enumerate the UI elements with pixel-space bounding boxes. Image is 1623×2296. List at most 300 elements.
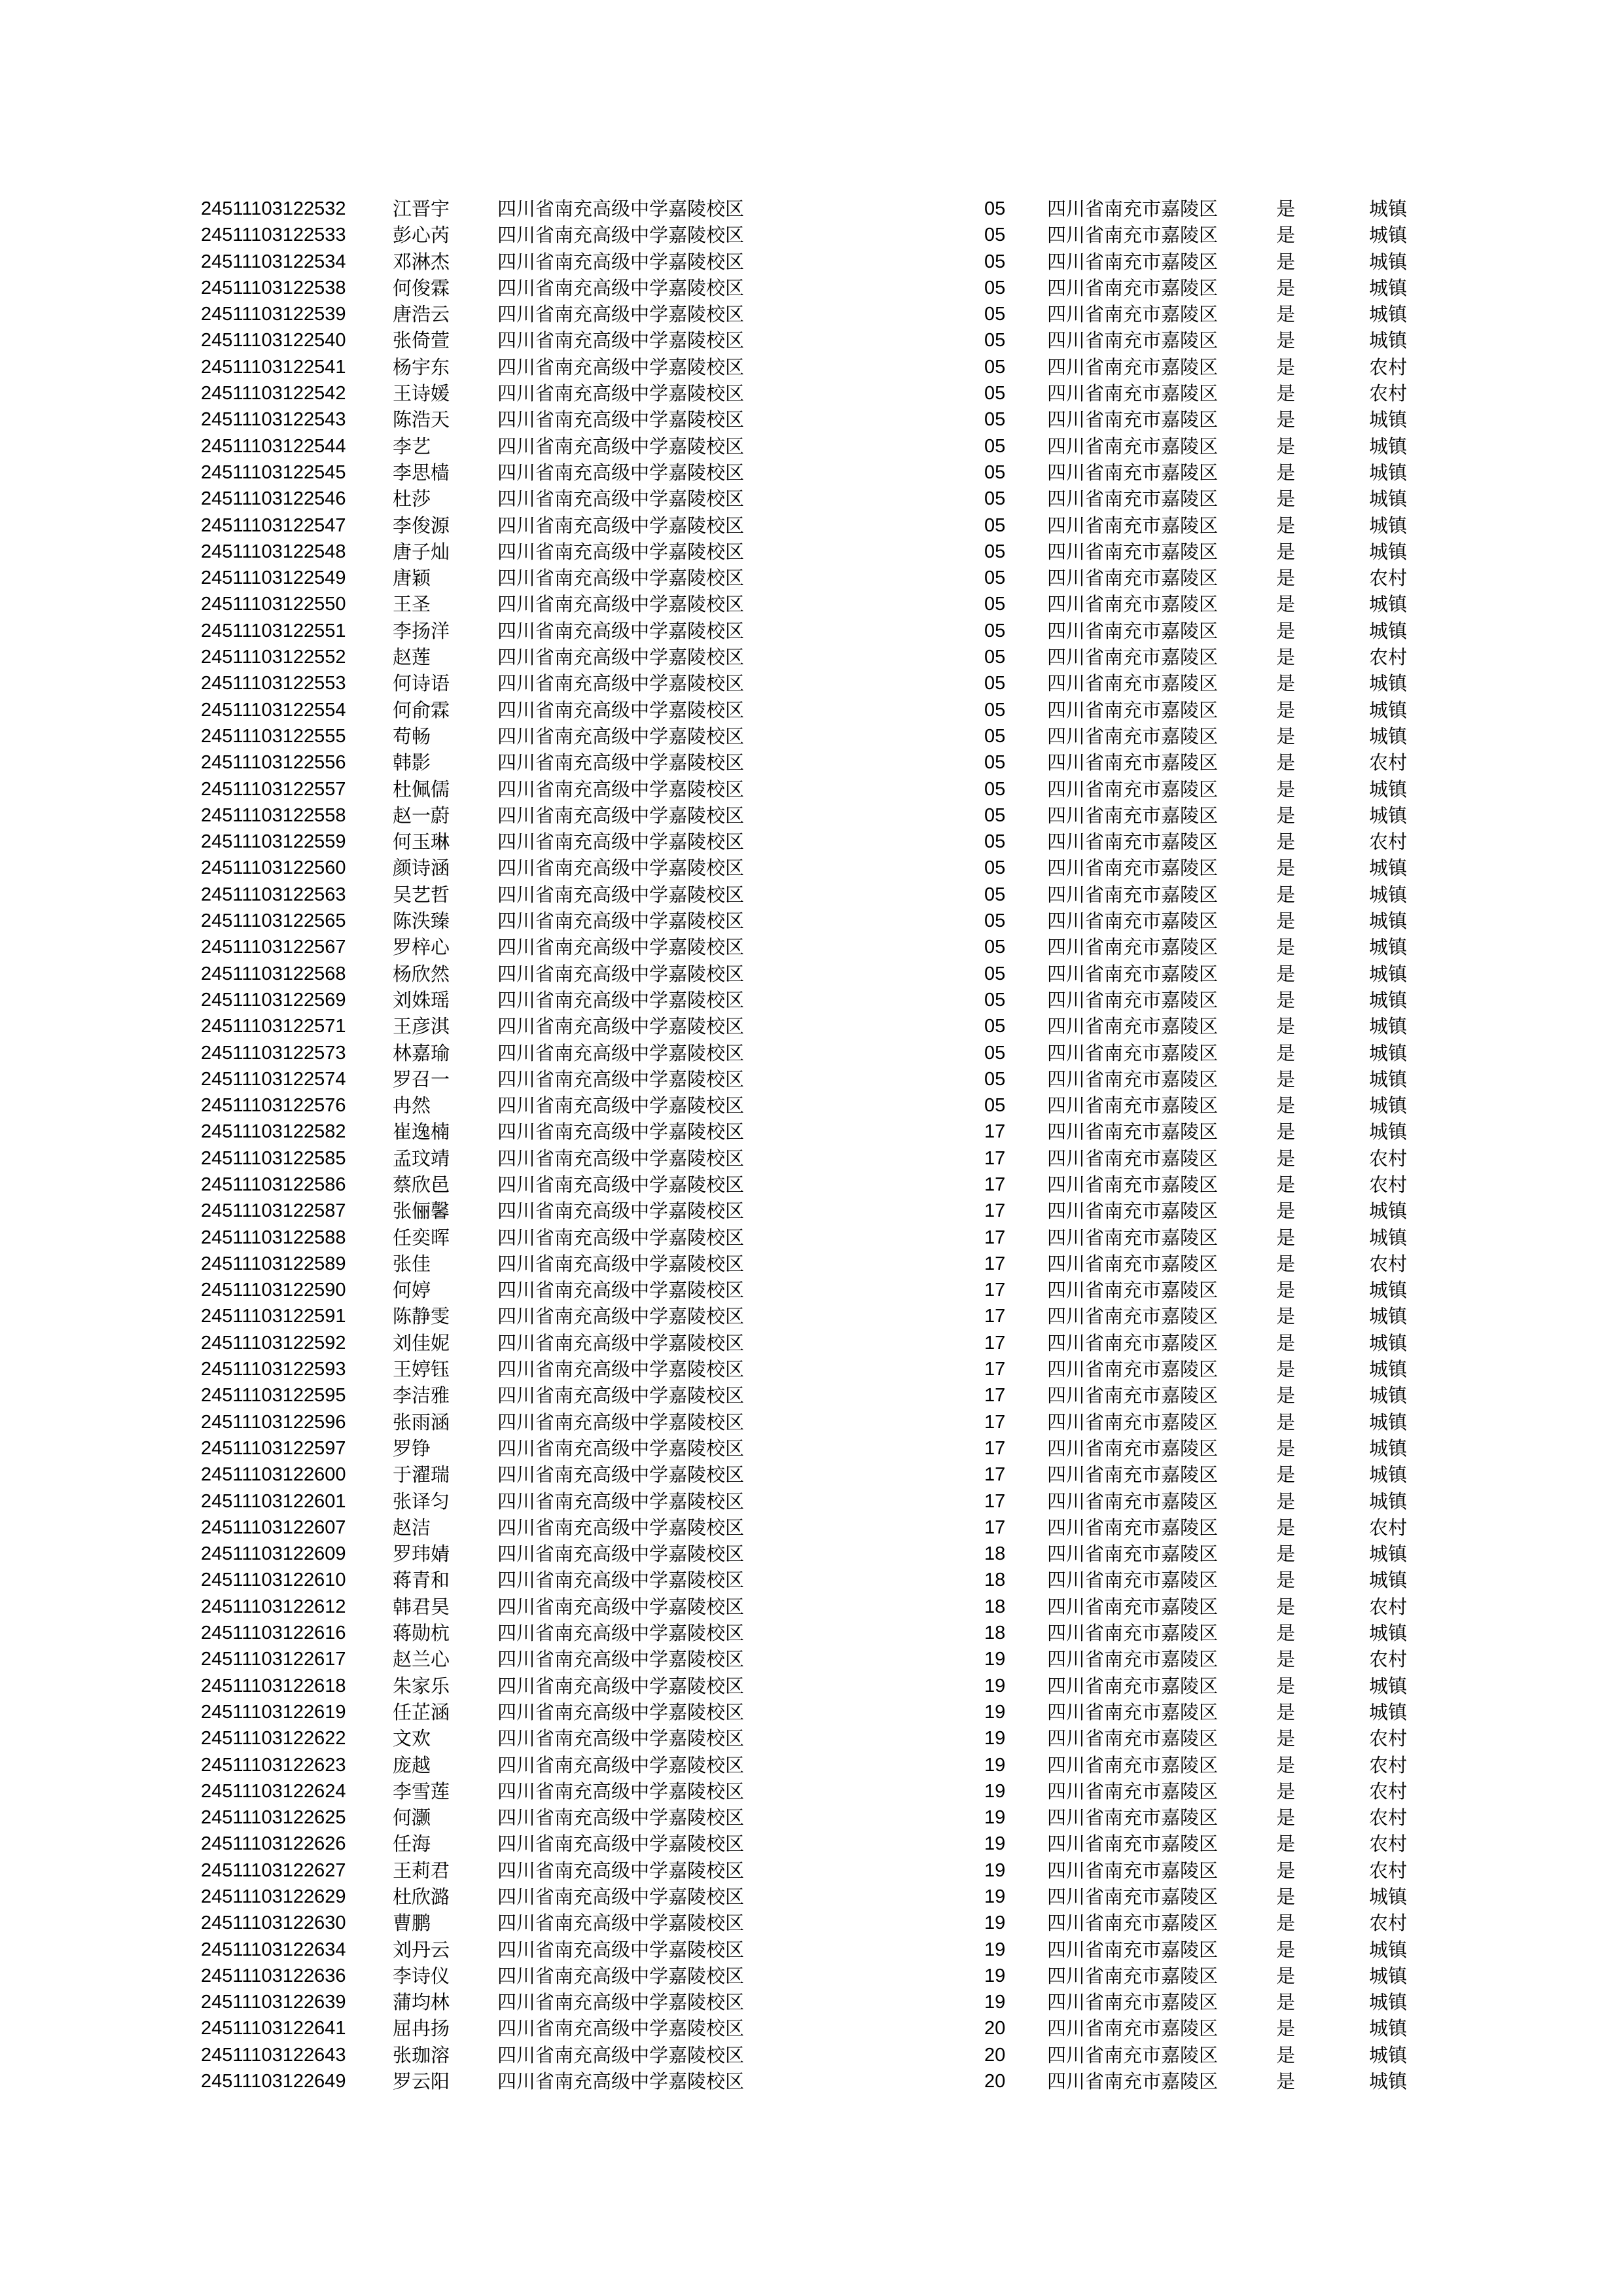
table-row bbox=[0, 1172, 1623, 1198]
student-name-cell: 颜诗涵 bbox=[393, 857, 450, 880]
student-name-cell: 何诗语 bbox=[393, 672, 450, 695]
student-name-cell: 李扬洋 bbox=[393, 619, 450, 642]
class-number-cell: 05 bbox=[984, 304, 1006, 325]
class-number-cell: 05 bbox=[984, 752, 1006, 774]
school-name-cell: 四川省南充高级中学嘉陵校区 bbox=[497, 488, 745, 511]
exam-number-cell: 24511103122612 bbox=[201, 1596, 346, 1617]
table-row bbox=[0, 1804, 1623, 1831]
school-name-cell: 四川省南充高级中学嘉陵校区 bbox=[497, 1912, 745, 1935]
eligibility-flag-cell: 是 bbox=[1276, 831, 1296, 853]
table-row bbox=[0, 1119, 1623, 1145]
school-name-cell: 四川省南充高级中学嘉陵校区 bbox=[497, 857, 745, 880]
residence-type-cell: 农村 bbox=[1369, 1727, 1408, 1750]
exam-number-cell: 24511103122567 bbox=[201, 937, 346, 958]
residence-type-cell: 城镇 bbox=[1369, 1226, 1408, 1249]
exam-number-cell: 24511103122541 bbox=[201, 356, 346, 378]
region-cell: 四川省南充市嘉陵区 bbox=[1047, 1727, 1219, 1750]
student-name-cell: 李洁雅 bbox=[393, 1384, 450, 1407]
student-name-cell: 蔡欣邑 bbox=[393, 1173, 450, 1196]
exam-number-cell: 24511103122553 bbox=[201, 673, 346, 694]
class-number-cell: 05 bbox=[984, 725, 1006, 747]
eligibility-flag-cell: 是 bbox=[1276, 1833, 1296, 1856]
eligibility-flag-cell: 是 bbox=[1276, 1041, 1296, 1064]
table-row bbox=[0, 1594, 1623, 1620]
table-row bbox=[0, 1989, 1623, 2015]
school-name-cell: 四川省南充高级中学嘉陵校区 bbox=[497, 1595, 745, 1618]
region-cell: 四川省南充市嘉陵区 bbox=[1047, 1200, 1219, 1223]
table-row bbox=[0, 354, 1623, 380]
table-row bbox=[0, 275, 1623, 301]
student-list-table bbox=[0, 196, 1623, 2094]
region-cell: 四川省南充市嘉陵区 bbox=[1047, 1226, 1219, 1249]
class-number-cell: 19 bbox=[984, 1649, 1006, 1670]
residence-type-cell: 农村 bbox=[1369, 1833, 1408, 1856]
exam-number-cell: 24511103122576 bbox=[201, 1095, 346, 1117]
exam-number-cell: 24511103122560 bbox=[201, 857, 346, 879]
exam-number-cell: 24511103122610 bbox=[201, 1570, 346, 1591]
residence-type-cell: 城镇 bbox=[1369, 962, 1408, 985]
school-name-cell: 四川省南充高级中学嘉陵校区 bbox=[497, 2043, 745, 2066]
table-row bbox=[0, 1910, 1623, 1936]
student-name-cell: 江晋宇 bbox=[393, 198, 450, 220]
table-row bbox=[0, 1225, 1623, 1251]
table-row bbox=[0, 433, 1623, 459]
student-name-cell: 杜莎 bbox=[393, 488, 431, 511]
exam-number-cell: 24511103122571 bbox=[201, 1016, 346, 1037]
school-name-cell: 四川省南充高级中学嘉陵校区 bbox=[497, 619, 745, 642]
class-number-cell: 20 bbox=[984, 2044, 1006, 2066]
region-cell: 四川省南充市嘉陵区 bbox=[1047, 1674, 1219, 1697]
table-row bbox=[0, 301, 1623, 327]
eligibility-flag-cell: 是 bbox=[1276, 2070, 1296, 2093]
eligibility-flag-cell: 是 bbox=[1276, 461, 1296, 484]
exam-number-cell: 24511103122619 bbox=[201, 1701, 346, 1723]
exam-number-cell: 24511103122548 bbox=[201, 541, 346, 562]
eligibility-flag-cell: 是 bbox=[1276, 988, 1296, 1011]
eligibility-flag-cell: 是 bbox=[1276, 1516, 1296, 1539]
eligibility-flag-cell: 是 bbox=[1276, 1437, 1296, 1460]
eligibility-flag-cell: 是 bbox=[1276, 2017, 1296, 2040]
table-row bbox=[0, 196, 1623, 222]
student-name-cell: 罗梓心 bbox=[393, 936, 450, 959]
exam-number-cell: 24511103122607 bbox=[201, 1516, 346, 1538]
student-name-cell: 杨宇东 bbox=[393, 355, 450, 378]
school-name-cell: 四川省南充高级中学嘉陵校区 bbox=[497, 198, 745, 220]
residence-type-cell: 城镇 bbox=[1369, 593, 1408, 616]
school-name-cell: 四川省南充高级中学嘉陵校区 bbox=[497, 224, 745, 247]
residence-type-cell: 城镇 bbox=[1369, 1622, 1408, 1645]
table-row bbox=[0, 1382, 1623, 1408]
student-name-cell: 韩君昊 bbox=[393, 1595, 450, 1618]
table-row bbox=[0, 380, 1623, 406]
region-cell: 四川省南充市嘉陵区 bbox=[1047, 2070, 1219, 2093]
region-cell: 四川省南充市嘉陵区 bbox=[1047, 1886, 1219, 1908]
eligibility-flag-cell: 是 bbox=[1276, 1543, 1296, 1566]
eligibility-flag-cell: 是 bbox=[1276, 698, 1296, 721]
school-name-cell: 四川省南充高级中学嘉陵校区 bbox=[497, 2070, 745, 2093]
region-cell: 四川省南充市嘉陵区 bbox=[1047, 1543, 1219, 1566]
eligibility-flag-cell: 是 bbox=[1276, 751, 1296, 774]
eligibility-flag-cell: 是 bbox=[1276, 1964, 1296, 1987]
school-name-cell: 四川省南充高级中学嘉陵校区 bbox=[497, 593, 745, 616]
region-cell: 四川省南充市嘉陵区 bbox=[1047, 857, 1219, 880]
student-name-cell: 蒋青和 bbox=[393, 1569, 450, 1592]
table-row bbox=[0, 1409, 1623, 1435]
student-name-cell: 刘佳妮 bbox=[393, 1331, 450, 1354]
exam-number-cell: 24511103122592 bbox=[201, 1332, 346, 1354]
eligibility-flag-cell: 是 bbox=[1276, 2043, 1296, 2066]
region-cell: 四川省南充市嘉陵区 bbox=[1047, 1622, 1219, 1645]
student-name-cell: 孟玟靖 bbox=[393, 1147, 450, 1170]
student-name-cell: 罗召一 bbox=[393, 1067, 450, 1090]
school-name-cell: 四川省南充高级中学嘉陵校区 bbox=[497, 1569, 745, 1592]
student-name-cell: 彭心芮 bbox=[393, 224, 450, 247]
table-row bbox=[0, 855, 1623, 881]
class-number-cell: 17 bbox=[984, 1464, 1006, 1486]
region-cell: 四川省南充市嘉陵区 bbox=[1047, 619, 1219, 642]
student-name-cell: 李艺 bbox=[393, 435, 431, 457]
residence-type-cell: 城镇 bbox=[1369, 1305, 1408, 1328]
student-name-cell: 冉然 bbox=[393, 1094, 431, 1117]
table-row bbox=[0, 1198, 1623, 1224]
table-row bbox=[0, 829, 1623, 855]
eligibility-flag-cell: 是 bbox=[1276, 382, 1296, 405]
eligibility-flag-cell: 是 bbox=[1276, 198, 1296, 220]
region-cell: 四川省南充市嘉陵区 bbox=[1047, 224, 1219, 247]
student-name-cell: 何俞霖 bbox=[393, 698, 450, 721]
table-row bbox=[0, 1620, 1623, 1646]
region-cell: 四川省南充市嘉陵区 bbox=[1047, 1041, 1219, 1064]
residence-type-cell: 城镇 bbox=[1369, 1015, 1408, 1038]
table-row bbox=[0, 1251, 1623, 1277]
region-cell: 四川省南充市嘉陵区 bbox=[1047, 1173, 1219, 1196]
class-number-cell: 18 bbox=[984, 1623, 1006, 1644]
school-name-cell: 四川省南充高级中学嘉陵校区 bbox=[497, 751, 745, 774]
eligibility-flag-cell: 是 bbox=[1276, 435, 1296, 457]
residence-type-cell: 城镇 bbox=[1369, 461, 1408, 484]
student-name-cell: 张倚萱 bbox=[393, 329, 450, 352]
residence-type-cell: 城镇 bbox=[1369, 883, 1408, 906]
table-row bbox=[0, 1330, 1623, 1356]
student-name-cell: 何灏 bbox=[393, 1806, 431, 1829]
region-cell: 四川省南充市嘉陵区 bbox=[1047, 1648, 1219, 1671]
region-cell: 四川省南充市嘉陵区 bbox=[1047, 1780, 1219, 1803]
student-name-cell: 张佳 bbox=[393, 1252, 431, 1275]
residence-type-cell: 城镇 bbox=[1369, 1331, 1408, 1354]
exam-number-cell: 24511103122559 bbox=[201, 831, 346, 853]
residence-type-cell: 城镇 bbox=[1369, 672, 1408, 695]
region-cell: 四川省南充市嘉陵区 bbox=[1047, 276, 1219, 299]
table-row bbox=[0, 1699, 1623, 1725]
exam-number-cell: 24511103122589 bbox=[201, 1253, 346, 1274]
class-number-cell: 17 bbox=[984, 1200, 1006, 1222]
class-number-cell: 20 bbox=[984, 2018, 1006, 2039]
eligibility-flag-cell: 是 bbox=[1276, 593, 1296, 616]
school-name-cell: 四川省南充高级中学嘉陵校区 bbox=[497, 1094, 745, 1117]
residence-type-cell: 城镇 bbox=[1369, 250, 1408, 273]
eligibility-flag-cell: 是 bbox=[1276, 1490, 1296, 1513]
table-row bbox=[0, 802, 1623, 829]
student-name-cell: 苟畅 bbox=[393, 725, 431, 747]
region-cell: 四川省南充市嘉陵区 bbox=[1047, 1147, 1219, 1170]
class-number-cell: 05 bbox=[984, 1068, 1006, 1090]
table-row bbox=[0, 776, 1623, 802]
exam-number-cell: 24511103122590 bbox=[201, 1280, 346, 1301]
exam-number-cell: 24511103122643 bbox=[201, 2044, 346, 2066]
residence-type-cell: 城镇 bbox=[1369, 910, 1408, 933]
class-number-cell: 05 bbox=[984, 1016, 1006, 1037]
class-number-cell: 17 bbox=[984, 1385, 1006, 1407]
eligibility-flag-cell: 是 bbox=[1276, 224, 1296, 247]
residence-type-cell: 城镇 bbox=[1369, 1200, 1408, 1223]
table-row bbox=[0, 1066, 1623, 1092]
residence-type-cell: 城镇 bbox=[1369, 276, 1408, 299]
exam-number-cell: 24511103122540 bbox=[201, 330, 346, 351]
table-row bbox=[0, 1040, 1623, 1066]
student-name-cell: 张俪馨 bbox=[393, 1200, 450, 1223]
residence-type-cell: 城镇 bbox=[1369, 1121, 1408, 1143]
table-row bbox=[0, 697, 1623, 723]
student-name-cell: 赵兰心 bbox=[393, 1648, 450, 1671]
school-name-cell: 四川省南充高级中学嘉陵校区 bbox=[497, 567, 745, 590]
class-number-cell: 05 bbox=[984, 409, 1006, 431]
student-name-cell: 屈冉扬 bbox=[393, 2017, 450, 2040]
school-name-cell: 四川省南充高级中学嘉陵校区 bbox=[497, 382, 745, 405]
residence-type-cell: 城镇 bbox=[1369, 1991, 1408, 2014]
residence-type-cell: 城镇 bbox=[1369, 1358, 1408, 1381]
table-row bbox=[0, 1145, 1623, 1172]
eligibility-flag-cell: 是 bbox=[1276, 778, 1296, 800]
class-number-cell: 05 bbox=[984, 673, 1006, 694]
residence-type-cell: 城镇 bbox=[1369, 2043, 1408, 2066]
table-row bbox=[0, 1673, 1623, 1699]
school-name-cell: 四川省南充高级中学嘉陵校区 bbox=[497, 276, 745, 299]
school-name-cell: 四川省南充高级中学嘉陵校区 bbox=[497, 672, 745, 695]
region-cell: 四川省南充市嘉陵区 bbox=[1047, 646, 1219, 669]
table-row bbox=[0, 1488, 1623, 1515]
residence-type-cell: 农村 bbox=[1369, 1912, 1408, 1935]
eligibility-flag-cell: 是 bbox=[1276, 725, 1296, 747]
school-name-cell: 四川省南充高级中学嘉陵校区 bbox=[497, 1252, 745, 1275]
class-number-cell: 05 bbox=[984, 461, 1006, 483]
table-row bbox=[0, 249, 1623, 275]
eligibility-flag-cell: 是 bbox=[1276, 1463, 1296, 1486]
residence-type-cell: 城镇 bbox=[1369, 619, 1408, 642]
class-number-cell: 19 bbox=[984, 1939, 1006, 1960]
class-number-cell: 05 bbox=[984, 594, 1006, 615]
student-name-cell: 刘姝瑶 bbox=[393, 988, 450, 1011]
student-name-cell: 何婷 bbox=[393, 1279, 431, 1302]
table-row bbox=[0, 2042, 1623, 2068]
exam-number-cell: 24511103122550 bbox=[201, 594, 346, 615]
region-cell: 四川省南充市嘉陵区 bbox=[1047, 593, 1219, 616]
class-number-cell: 17 bbox=[984, 1227, 1006, 1248]
class-number-cell: 05 bbox=[984, 277, 1006, 298]
eligibility-flag-cell: 是 bbox=[1276, 1674, 1296, 1697]
class-number-cell: 05 bbox=[984, 778, 1006, 800]
exam-number-cell: 24511103122542 bbox=[201, 383, 346, 404]
eligibility-flag-cell: 是 bbox=[1276, 303, 1296, 326]
table-row bbox=[0, 749, 1623, 776]
class-number-cell: 05 bbox=[984, 910, 1006, 932]
table-row bbox=[0, 1435, 1623, 1462]
student-name-cell: 罗云阳 bbox=[393, 2070, 450, 2093]
residence-type-cell: 城镇 bbox=[1369, 514, 1408, 537]
school-name-cell: 四川省南充高级中学嘉陵校区 bbox=[497, 1463, 745, 1486]
exam-number-cell: 24511103122538 bbox=[201, 277, 346, 298]
region-cell: 四川省南充市嘉陵区 bbox=[1047, 962, 1219, 985]
school-name-cell: 四川省南充高级中学嘉陵校区 bbox=[497, 1147, 745, 1170]
exam-number-cell: 24511103122586 bbox=[201, 1174, 346, 1195]
residence-type-cell: 城镇 bbox=[1369, 1041, 1408, 1064]
school-name-cell: 四川省南充高级中学嘉陵校区 bbox=[497, 1727, 745, 1750]
class-number-cell: 05 bbox=[984, 804, 1006, 826]
student-name-cell: 韩影 bbox=[393, 751, 431, 774]
residence-type-cell: 农村 bbox=[1369, 567, 1408, 590]
residence-type-cell: 城镇 bbox=[1369, 408, 1408, 431]
class-number-cell: 05 bbox=[984, 567, 1006, 589]
class-number-cell: 17 bbox=[984, 1490, 1006, 1512]
class-number-cell: 05 bbox=[984, 989, 1006, 1011]
table-row bbox=[0, 1567, 1623, 1593]
residence-type-cell: 农村 bbox=[1369, 1806, 1408, 1829]
exam-number-cell: 24511103122547 bbox=[201, 514, 346, 536]
residence-type-cell: 城镇 bbox=[1369, 329, 1408, 352]
exam-number-cell: 24511103122624 bbox=[201, 1780, 346, 1802]
school-name-cell: 四川省南充高级中学嘉陵校区 bbox=[497, 1622, 745, 1645]
table-row bbox=[0, 1277, 1623, 1303]
table-row bbox=[0, 882, 1623, 908]
eligibility-flag-cell: 是 bbox=[1276, 276, 1296, 299]
residence-type-cell: 城镇 bbox=[1369, 1964, 1408, 1987]
region-cell: 四川省南充市嘉陵区 bbox=[1047, 936, 1219, 959]
class-number-cell: 05 bbox=[984, 224, 1006, 246]
class-number-cell: 17 bbox=[984, 1359, 1006, 1380]
table-row bbox=[0, 1778, 1623, 1804]
student-name-cell: 赵一蔚 bbox=[393, 804, 450, 827]
residence-type-cell: 农村 bbox=[1369, 646, 1408, 669]
residence-type-cell: 城镇 bbox=[1369, 2070, 1408, 2093]
school-name-cell: 四川省南充高级中学嘉陵校区 bbox=[497, 1173, 745, 1196]
exam-number-cell: 24511103122629 bbox=[201, 1886, 346, 1907]
exam-number-cell: 24511103122623 bbox=[201, 1754, 346, 1776]
eligibility-flag-cell: 是 bbox=[1276, 910, 1296, 933]
table-row bbox=[0, 1752, 1623, 1778]
school-name-cell: 四川省南充高级中学嘉陵校区 bbox=[497, 1331, 745, 1354]
region-cell: 四川省南充市嘉陵区 bbox=[1047, 435, 1219, 457]
table-row bbox=[0, 459, 1623, 486]
table-row bbox=[0, 1725, 1623, 1751]
class-number-cell: 19 bbox=[984, 1780, 1006, 1802]
residence-type-cell: 农村 bbox=[1369, 382, 1408, 405]
class-number-cell: 05 bbox=[984, 620, 1006, 641]
class-number-cell: 20 bbox=[984, 2071, 1006, 2092]
table-row bbox=[0, 1857, 1623, 1884]
exam-number-cell: 24511103122630 bbox=[201, 1912, 346, 1934]
class-number-cell: 05 bbox=[984, 488, 1006, 510]
student-name-cell: 罗玮婧 bbox=[393, 1543, 450, 1566]
eligibility-flag-cell: 是 bbox=[1276, 540, 1296, 563]
student-name-cell: 曹鹏 bbox=[393, 1912, 431, 1935]
region-cell: 四川省南充市嘉陵区 bbox=[1047, 408, 1219, 431]
table-row bbox=[0, 2015, 1623, 2041]
eligibility-flag-cell: 是 bbox=[1276, 1859, 1296, 1882]
table-row bbox=[0, 512, 1623, 539]
table-row bbox=[0, 486, 1623, 512]
region-cell: 四川省南充市嘉陵区 bbox=[1047, 1569, 1219, 1592]
region-cell: 四川省南充市嘉陵区 bbox=[1047, 540, 1219, 563]
school-name-cell: 四川省南充高级中学嘉陵校区 bbox=[497, 1938, 745, 1961]
table-row bbox=[0, 2068, 1623, 2094]
exam-number-cell: 24511103122565 bbox=[201, 910, 346, 932]
region-cell: 四川省南充市嘉陵区 bbox=[1047, 1279, 1219, 1302]
table-row bbox=[0, 222, 1623, 248]
eligibility-flag-cell: 是 bbox=[1276, 567, 1296, 590]
region-cell: 四川省南充市嘉陵区 bbox=[1047, 831, 1219, 853]
exam-number-cell: 24511103122597 bbox=[201, 1437, 346, 1459]
school-name-cell: 四川省南充高级中学嘉陵校区 bbox=[497, 1437, 745, 1460]
region-cell: 四川省南充市嘉陵区 bbox=[1047, 778, 1219, 800]
eligibility-flag-cell: 是 bbox=[1276, 857, 1296, 880]
class-number-cell: 05 bbox=[984, 383, 1006, 404]
region-cell: 四川省南充市嘉陵区 bbox=[1047, 1964, 1219, 1987]
region-cell: 四川省南充市嘉陵区 bbox=[1047, 1463, 1219, 1486]
region-cell: 四川省南充市嘉陵区 bbox=[1047, 988, 1219, 1011]
eligibility-flag-cell: 是 bbox=[1276, 250, 1296, 273]
school-name-cell: 四川省南充高级中学嘉陵校区 bbox=[497, 1015, 745, 1038]
school-name-cell: 四川省南充高级中学嘉陵校区 bbox=[497, 1384, 745, 1407]
eligibility-flag-cell: 是 bbox=[1276, 1753, 1296, 1776]
class-number-cell: 17 bbox=[984, 1411, 1006, 1433]
exam-number-cell: 24511103122573 bbox=[201, 1042, 346, 1064]
exam-number-cell: 24511103122563 bbox=[201, 884, 346, 905]
residence-type-cell: 农村 bbox=[1369, 831, 1408, 853]
class-number-cell: 19 bbox=[984, 1833, 1006, 1855]
region-cell: 四川省南充市嘉陵区 bbox=[1047, 329, 1219, 352]
exam-number-cell: 24511103122639 bbox=[201, 1992, 346, 2013]
residence-type-cell: 城镇 bbox=[1369, 988, 1408, 1011]
table-row bbox=[0, 1963, 1623, 1989]
class-number-cell: 19 bbox=[984, 1965, 1006, 1986]
residence-type-cell: 城镇 bbox=[1369, 1700, 1408, 1723]
class-number-cell: 05 bbox=[984, 514, 1006, 536]
class-number-cell: 05 bbox=[984, 541, 1006, 562]
table-row bbox=[0, 1515, 1623, 1541]
class-number-cell: 17 bbox=[984, 1174, 1006, 1195]
eligibility-flag-cell: 是 bbox=[1276, 1226, 1296, 1249]
student-name-cell: 王婷钰 bbox=[393, 1358, 450, 1381]
residence-type-cell: 城镇 bbox=[1369, 224, 1408, 247]
eligibility-flag-cell: 是 bbox=[1276, 1727, 1296, 1750]
exam-number-cell: 24511103122569 bbox=[201, 989, 346, 1011]
exam-number-cell: 24511103122557 bbox=[201, 778, 346, 800]
table-row bbox=[0, 565, 1623, 591]
exam-number-cell: 24511103122622 bbox=[201, 1728, 346, 1749]
class-number-cell: 05 bbox=[984, 1042, 1006, 1064]
residence-type-cell: 城镇 bbox=[1369, 698, 1408, 721]
exam-number-cell: 24511103122539 bbox=[201, 304, 346, 325]
class-number-cell: 17 bbox=[984, 1306, 1006, 1327]
school-name-cell: 四川省南充高级中学嘉陵校区 bbox=[497, 831, 745, 853]
eligibility-flag-cell: 是 bbox=[1276, 1806, 1296, 1829]
school-name-cell: 四川省南充高级中学嘉陵校区 bbox=[497, 329, 745, 352]
table-row bbox=[0, 1541, 1623, 1567]
region-cell: 四川省南充市嘉陵区 bbox=[1047, 1067, 1219, 1090]
school-name-cell: 四川省南充高级中学嘉陵校区 bbox=[497, 1041, 745, 1064]
class-number-cell: 05 bbox=[984, 831, 1006, 853]
exam-number-cell: 24511103122574 bbox=[201, 1068, 346, 1090]
exam-number-cell: 24511103122587 bbox=[201, 1200, 346, 1222]
